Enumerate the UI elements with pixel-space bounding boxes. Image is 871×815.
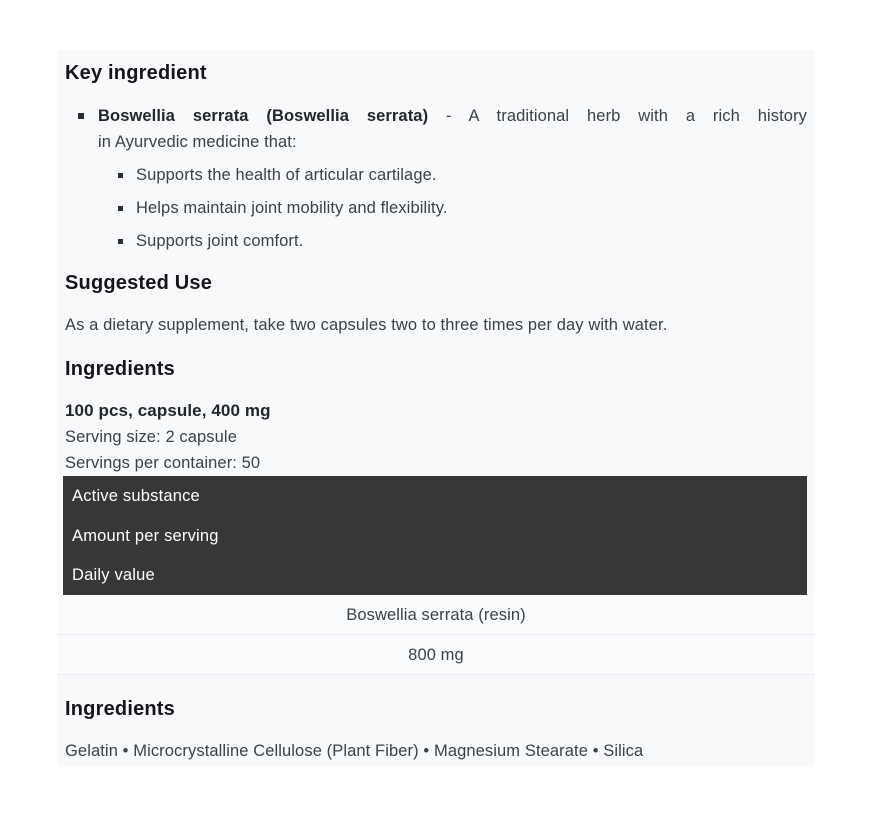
facts-header-amount-per-serving: Amount per serving	[72, 526, 219, 545]
other-ingredients-text: Gelatin • Microcrystalline Cellulose (Plant Fiber) • Magnesium Stearate • Silica	[65, 742, 644, 761]
benefit-item	[118, 162, 807, 188]
benefit-item	[118, 228, 807, 254]
benefit-item	[118, 195, 807, 221]
facts-substance-name: Boswellia serrata (resin)	[57, 595, 815, 635]
facts-header-active-substance: Active substance	[72, 486, 200, 505]
suggested-use-text: As a dietary supplement, take two capsules two to three times per day with water.	[65, 316, 668, 334]
key-ingredient-content	[98, 103, 807, 254]
benefits-list	[98, 162, 807, 254]
product-spec: 100 pcs, capsule, 400 mg	[65, 401, 271, 420]
bullet-square-icon	[118, 239, 123, 244]
facts-amount-value: 800 mg	[57, 635, 815, 675]
key-ingredient-item	[65, 103, 807, 254]
bullet-square-icon	[118, 173, 123, 178]
key-ingredient-heading: Key ingredient	[65, 62, 207, 84]
bullet-square-icon	[118, 206, 123, 211]
suggested-use-heading: Suggested Use	[65, 272, 213, 294]
product-description-card	[57, 50, 815, 767]
serving-size: Serving size: 2 capsule	[65, 428, 237, 446]
other-ingredients-heading: Ingredients	[65, 698, 175, 721]
ingredient-name: Boswellia serrata (Boswellia serrata)	[98, 107, 429, 125]
ingredient-description-part1: A traditional herb with a rich history	[468, 107, 808, 125]
supplement-facts-heading: Ingredients	[65, 358, 175, 380]
key-ingredient-line1	[98, 103, 807, 129]
benefit-text: Supports the health of articular cartilage.	[136, 166, 437, 184]
bullet-square-icon	[78, 113, 84, 119]
ingredient-description-part2: in Ayurvedic medicine that:	[98, 133, 297, 151]
benefit-text: Helps maintain joint mobility and flexibility.	[136, 199, 448, 217]
servings-per-container: Servings per container: 50	[65, 454, 261, 472]
facts-header-daily-value: Daily value	[72, 566, 155, 585]
supplement-facts-table	[65, 476, 807, 675]
benefit-text: Supports joint comfort.	[136, 232, 304, 250]
facts-table-header	[63, 476, 807, 595]
dash-separator: -	[446, 107, 452, 125]
